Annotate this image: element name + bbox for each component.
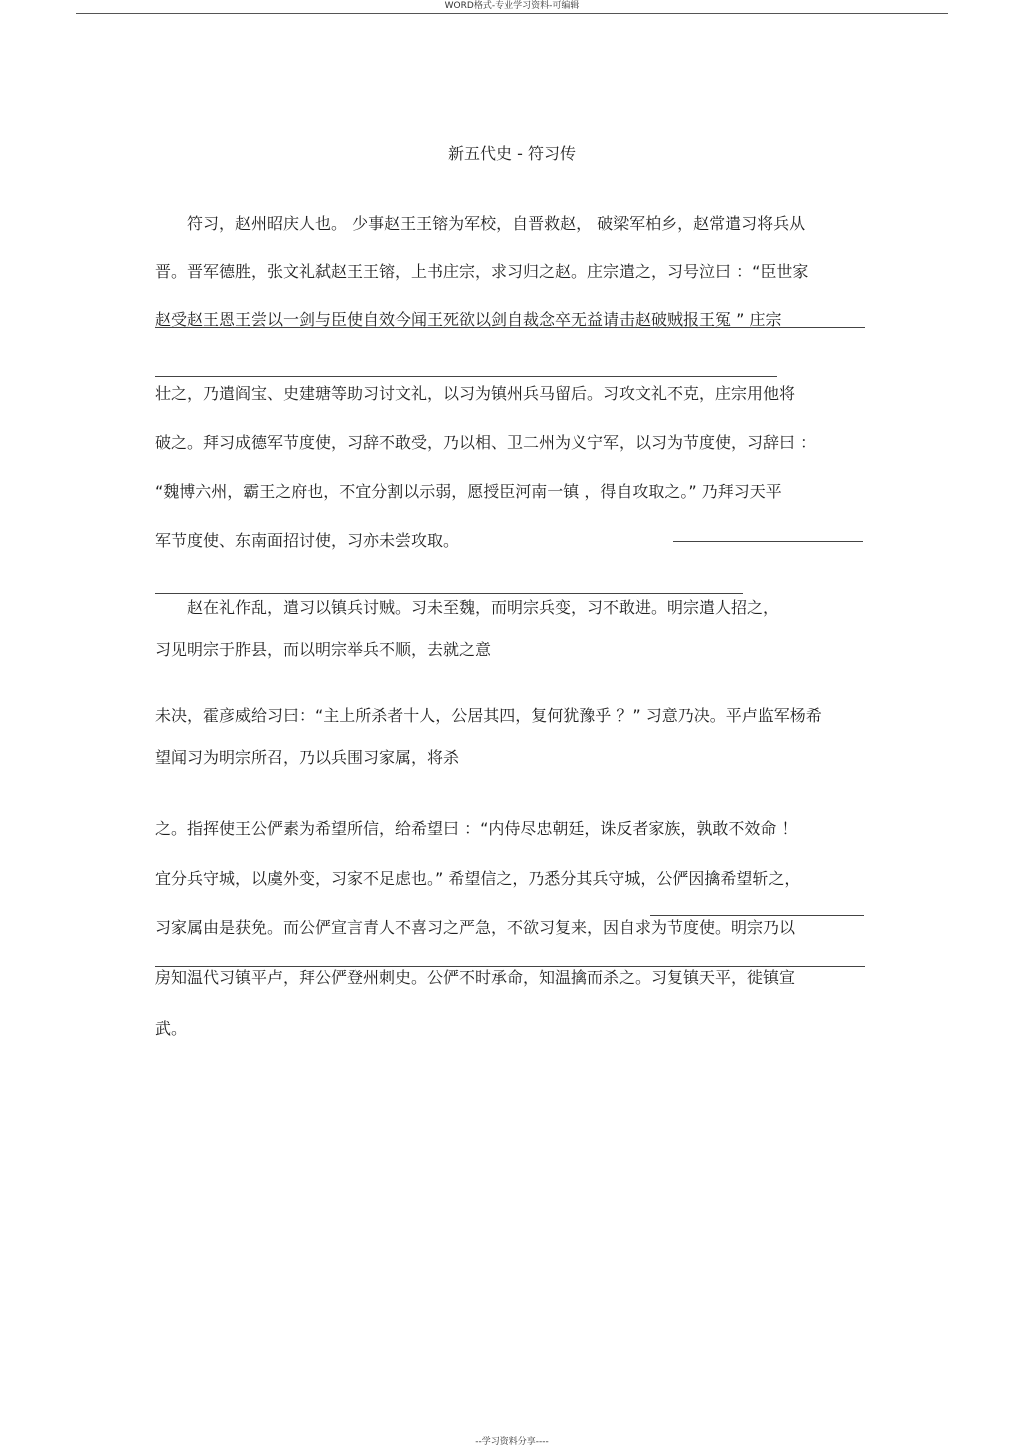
text-line-7: 军节度使、东南面招讨使，习亦未尝攻取。 [155, 531, 460, 550]
underline-rule [673, 541, 863, 542]
text-line-12: 之。指挥使王公俨素为希望所信，给希望曰 ：“内侍尽忠朝廷，诛反者家族，孰敢不效命 ！ [155, 819, 798, 838]
text-line-8: 赵在礼作乱，遣习以镇兵讨贼。习未至魏，而明宗兵变，习不敢进。明宗遣人招之， [155, 598, 780, 617]
text-line-3: 赵受赵王恩王尝以一剑与臣使自效今闻王死欲以剑自裁念卒无益请击赵破贼报王冤 ” 庄宗 [155, 310, 782, 329]
text-line-5: 破之。拜习成德军节度使，习辞不敢受，乃以相、卫二州为义宁军，以习为节度使，习辞曰 ： [155, 433, 817, 452]
text-line-11: 望闻习为明宗所召，乃以兵围习家属，将杀 [155, 748, 460, 767]
text-line-15: 房知温代习镇平卢，拜公俨登州刺史。公俨不时承命，知温擒而杀之。习复镇天平，徙镇宣 [155, 968, 796, 987]
underline-rule [155, 327, 865, 328]
text-line-16: 武。 [155, 1019, 188, 1038]
text-line-14: 习家属由是获免。而公俨宣言青人不喜习之严急，不欲习复来，因自求为节度使。明宗乃以 [155, 918, 796, 937]
page-footer: --学习资料分享---- [475, 1437, 549, 1447]
text-line-2: 晋。晋军德胜，张文礼弑赵王王镕，上书庄宗，求习归之赵。庄宗遣之，习号泣曰 ：“臣世家 [155, 262, 809, 281]
page-header: WORD格式-专业学习资料-可编辑 [444, 1, 580, 11]
text-line-13: 宜分兵守城，以虞外变，习家不足虑也。” 希望信之，乃悉分其兵守城，公俨因擒希望斩之， [155, 869, 801, 888]
header-divider [76, 13, 948, 14]
text-line-9: 习见明宗于胙县，而以明宗举兵不顺，去就之意 [155, 640, 492, 659]
underline-rule [650, 915, 864, 916]
text-line-6: “魏博六州，霸王之府也，不宜分割以示弱，愿授臣河南一镇 ，得自攻取之。” 乃拜习天平 [155, 482, 782, 501]
text-line-10: 未决，霍彦威给习曰：“主上所杀者十人，公居其四，复何犹豫乎 ？” 习意乃决。平卢监军杨希 [155, 706, 822, 725]
document-title: 新五代史 - 符习传 [448, 144, 576, 163]
text-line-4: 壮之，乃遣阎宝、史建瑭等助习讨文礼，以习为镇州兵马留后。习攻文礼不克，庄宗用他将 [155, 384, 796, 403]
text-line-1: 符习，赵州昭庆人也。 少事赵王王镕为军校，自晋救赵， 破梁军柏乡，赵常遣习将兵从 [155, 214, 806, 233]
underline-rule [155, 593, 743, 594]
underline-rule [155, 376, 777, 377]
underline-rule [155, 966, 865, 967]
